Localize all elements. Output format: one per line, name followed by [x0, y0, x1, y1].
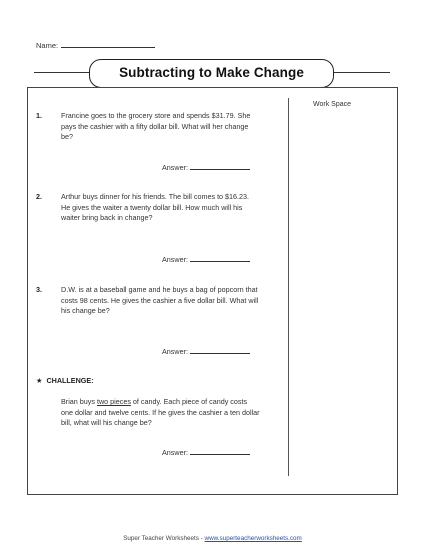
- answer-label: Answer:: [162, 347, 188, 356]
- question-3-answer: [162, 346, 250, 358]
- challenge-text-end: of candy. Each piece of candy costs one dollar and twelve cents. If he gives the cashier a ten dollar bill, what will his change be?: [61, 397, 260, 427]
- challenge-text-start: Brian buys: [61, 397, 97, 406]
- footer: [0, 534, 425, 545]
- answer-label: Answer:: [162, 255, 188, 264]
- footer-link[interactable]: www.superteacherworksheets.com: [204, 535, 302, 542]
- challenge-heading: [36, 376, 94, 387]
- challenge-answer: [162, 447, 250, 459]
- work-space-divider: [288, 98, 289, 476]
- question-3-text: D.W. is at a baseball game and he buys a bag of popcorn that costs 98 cents. He gives the cashier a five dollar bill. What will his change be?: [61, 285, 259, 315]
- question-1-text: Francine goes to the grocery store and spends $31.79. She pays the cashier with a fifty dollar bill. What will her change be?: [61, 111, 251, 141]
- answer-label: Answer:: [162, 448, 188, 457]
- answer-blank[interactable]: [190, 162, 250, 170]
- name-field: [36, 40, 155, 52]
- answer-blank[interactable]: [190, 447, 250, 455]
- star-icon: ★: [36, 376, 43, 385]
- work-space-label: Work Space: [313, 101, 351, 108]
- challenge-text-underlined: two pieces: [96, 397, 131, 406]
- challenge-title: CHALLENGE:: [46, 376, 94, 385]
- question-2-text: Arthur buys dinner for his friends. The bill comes to $16.23. He gives the waiter a twenty dollar bill. How much will his waiter bring back in change?: [61, 192, 250, 222]
- question-3-number: 3.: [36, 285, 42, 294]
- name-label: Name:: [36, 41, 59, 50]
- answer-blank[interactable]: [190, 346, 250, 354]
- question-2-number: 2.: [36, 192, 42, 201]
- question-2-answer: [162, 254, 250, 266]
- footer-credit: Super Teacher Worksheets -: [123, 535, 205, 542]
- answer-label: Answer:: [162, 163, 188, 172]
- challenge-text: [61, 397, 261, 429]
- question-1-answer: [162, 162, 250, 174]
- page-title: Subtracting to Make Change: [89, 59, 334, 88]
- name-blank-line[interactable]: [61, 40, 155, 48]
- question-1-number: 1.: [36, 111, 42, 120]
- answer-blank[interactable]: [190, 254, 250, 262]
